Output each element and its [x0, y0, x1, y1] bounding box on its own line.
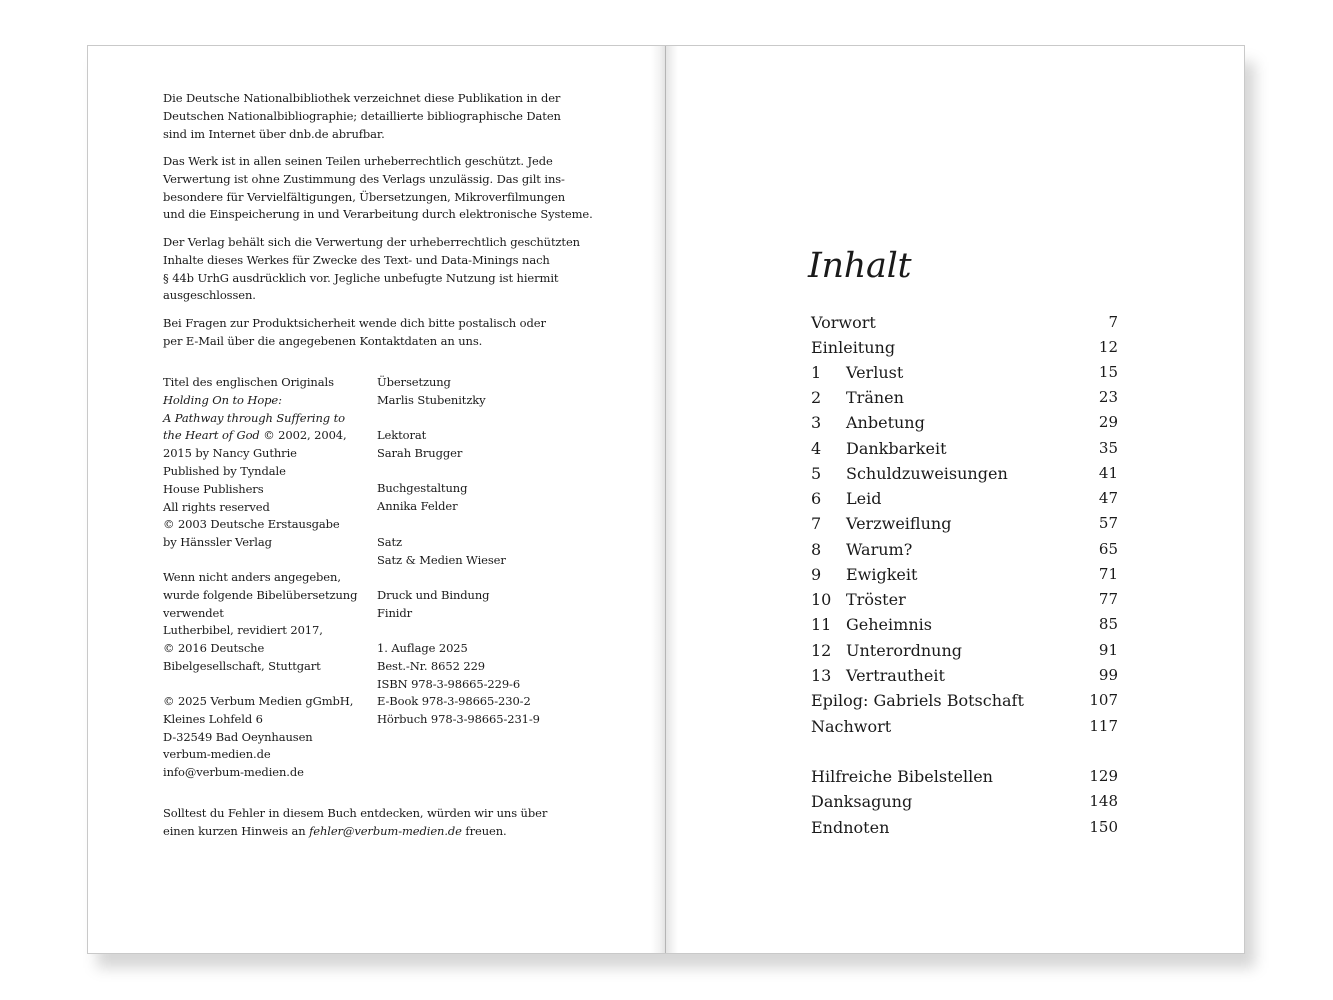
bible-translation-block: Wenn nicht anders angegeben, wurde folgende Bibelübersetzung verwendet Lutherbibel, revidiert 2017, © 2016 Deutsche Bibelgesellschaft, Stuttgart	[163, 570, 358, 673]
toc-entry[interactable]: 10 Tröster 77	[811, 590, 1118, 609]
errata-email-link[interactable]: fehler@verbum-medien.de	[309, 823, 462, 838]
toc-entry[interactable]: 7 Verzweiflung 57	[811, 514, 1118, 533]
toc-entry[interactable]: 6 Leid 47	[811, 489, 1118, 508]
notice-product-safety: Bei Fragen zur Produktsicherheit wende dich bitte postalisch oder per E-Mail über die angegebenen Kontaktdaten an uns.	[163, 316, 546, 348]
toc-entry[interactable]: 2 Tränen 23	[811, 388, 1118, 407]
toc-entry[interactable]: 9 Ewigkeit 71	[811, 565, 1118, 584]
credit-translation: Übersetzung Marlis Stubenitzky	[377, 375, 486, 407]
book-gutter-shade	[651, 46, 666, 953]
notice-copyright: Das Werk ist in allen seinen Teilen urheberrechtlich geschützt. Jede Verwertung ist ohne Zustimmung des Verlags unzulässig. Das gilt ins- besondere für Vervielfältigungen, Übersetzungen, Mikroverfilmungen und die Einspeicherung in und Verarbeitung durch elektronische Systeme.	[163, 154, 593, 222]
toc-entry[interactable]: Einleitung 12	[811, 338, 1118, 357]
toc-appendix-entry[interactable]: Hilfreiche Bibelstellen 129	[811, 767, 1118, 786]
toc-entry[interactable]: 3 Anbetung 29	[811, 413, 1118, 432]
toc-appendix-entry[interactable]: Danksagung 148	[811, 792, 1118, 811]
original-title-block: Titel des englischen Originals Holding On to Hope: A Pathway through Suffering to the Heart of God © 2002, 2004, 2015 by Nancy Guthrie Published by Tyndale House Publishers All rights reserved © 2003 Deutsche Erstausgabe by Hänssler Verlag	[163, 375, 347, 550]
toc-entry[interactable]: 4 Dankbarkeit 35	[811, 439, 1118, 458]
toc-entry[interactable]: Vorwort 7	[811, 313, 1118, 332]
toc-entry[interactable]: 13 Vertrautheit 99	[811, 666, 1118, 685]
errata-notice: Solltest du Fehler in diesem Buch entdecken, würden wir uns über einen kurzen Hinweis an fehler@verbum-medien.de freuen.	[163, 806, 548, 838]
notice-text-data-mining: Der Verlag behält sich die Verwertung der urheberrechtlich geschützten Inhalte dieses Werkes für Zwecke des Text- und Data-Minings nach § 44b UrhG ausdrücklich vor. Jegliche unbefugte Nutzung ist hiermit ausgeschlossen.	[163, 235, 580, 303]
toc-entry[interactable]: Nachwort 117	[811, 717, 1118, 736]
page-title: Inhalt	[808, 246, 912, 286]
toc-entry[interactable]: 11 Geheimnis 85	[811, 615, 1118, 634]
edition-block: 1. Auflage 2025 Best.-Nr. 8652 229 ISBN 978-3-98665-229-6 E-Book 978-3-98665-230-2 Hörbuch 978-3-98665-231-9	[377, 641, 540, 727]
toc-entry[interactable]: 1 Verlust 15	[811, 363, 1118, 382]
book-spine	[665, 46, 666, 953]
toc-entry[interactable]: 12 Unterordnung 91	[811, 641, 1118, 660]
credit-editing: Lektorat Sarah Brugger	[377, 428, 463, 460]
toc-appendix-entry[interactable]: Endnoten 150	[811, 818, 1118, 837]
credit-printing: Druck und Bindung Finidr	[377, 588, 490, 620]
toc-entry[interactable]: Epilog: Gabriels Botschaft 107	[811, 691, 1118, 710]
notice-dnb: Die Deutsche Nationalbibliothek verzeichnet diese Publikation in der Deutschen Nationalbibliographie; detaillierte bibliographische Daten sind im Internet über dnb.de abrufbar.	[163, 91, 561, 141]
toc-entry[interactable]: 5 Schuldzuweisungen 41	[811, 464, 1118, 483]
toc-entry[interactable]: 8 Warum? 65	[811, 540, 1118, 559]
credit-book-design: Buchgestaltung Annika Felder	[377, 481, 468, 513]
credit-typesetting: Satz Satz & Medien Wieser	[377, 535, 506, 567]
book-gutter-shade-right	[666, 46, 678, 953]
publisher-address-block: © 2025 Verbum Medien gGmbH, Kleines Lohfeld 6 D-32549 Bad Oeynhausen verbum-medien.de info@verbum-medien.de	[163, 694, 354, 780]
